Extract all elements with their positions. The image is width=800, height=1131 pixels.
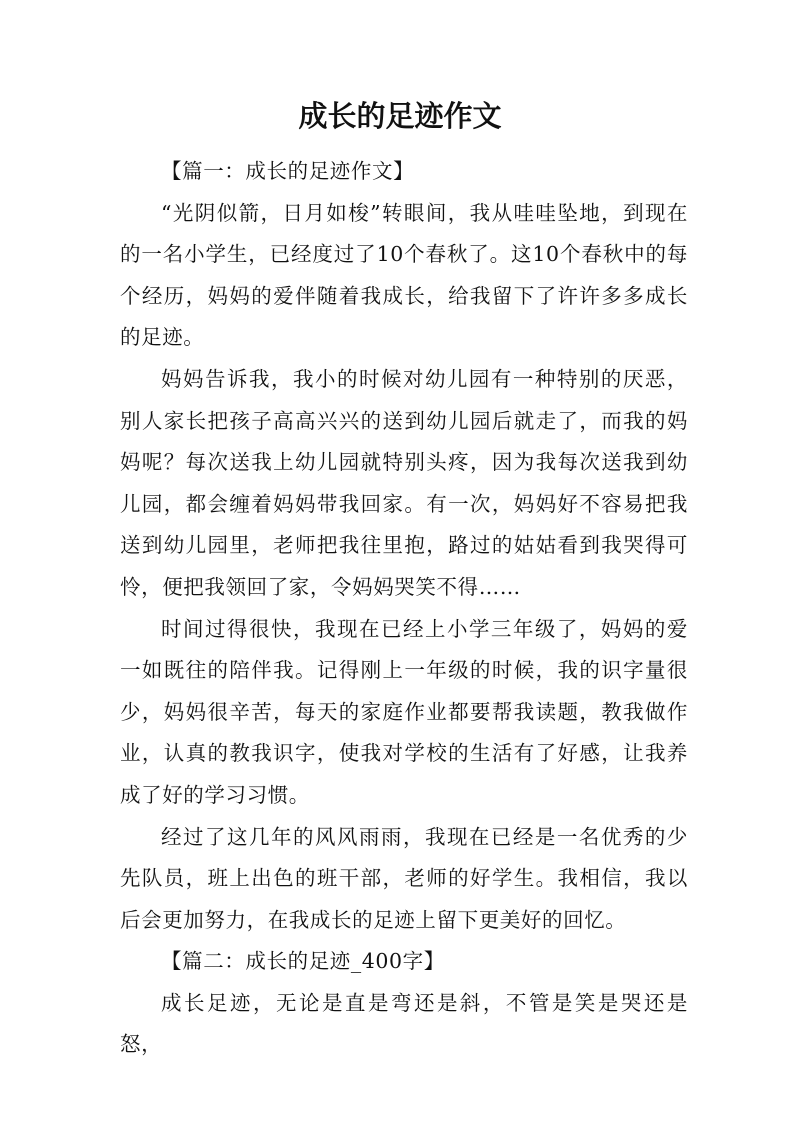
paragraph-5: 成长足迹，无论是直是弯还是斜，不管是笑是哭还是怒， <box>120 990 688 1057</box>
paragraph-4: 经过了这几年的风风雨雨，我现在已经是一名优秀的少先队员，班上出色的班干部，老师的好学生。我相信，我以后会更加努力，在我成长的足迹上留下更美好的回忆。 <box>120 824 688 932</box>
document-body <box>120 151 688 1066</box>
section-heading-1: 【篇一：成长的足迹作文】 <box>161 159 415 183</box>
paragraph-3: 时间过得很快，我现在已经上小学三年级了，妈妈的爱一如既往的陪伴我。记得刚上一年级的时候，我的识字量很少，妈妈很辛苦，每天的家庭作业都要帮我读题，教我做作业，认真的教我识字，使我对学校的生活有了好感，让我养成了好的学习习惯。 <box>120 616 688 807</box>
paragraph-2: 妈妈告诉我，我小的时候对幼儿园有一种特别的厌恶，别人家长把孩子高高兴兴的送到幼儿园后就走了，而我的妈妈呢？每次送我上幼儿园就特别头疼，因为我每次送我到幼儿园，都会缠着妈妈带我回家。有一次，妈妈好不容易把我送到幼儿园里，老师把我往里抱，路过的姑姑看到我哭得可怜，便把我领回了家，令妈妈哭笑不得…… <box>120 366 688 599</box>
section-heading-2: 【篇二：成长的足迹_400字】 <box>161 949 445 974</box>
paragraph-1: “光阴似箭，日月如梭”转眼间，我从哇哇坠地，到现在的一名小学生，已经度过了10个春秋了。这10个春秋中的每个经历，妈妈的爱伴随着我成长，给我留下了许许多多成长的足迹。 <box>120 200 688 350</box>
document-title: 成长的足迹作文 <box>298 99 502 133</box>
